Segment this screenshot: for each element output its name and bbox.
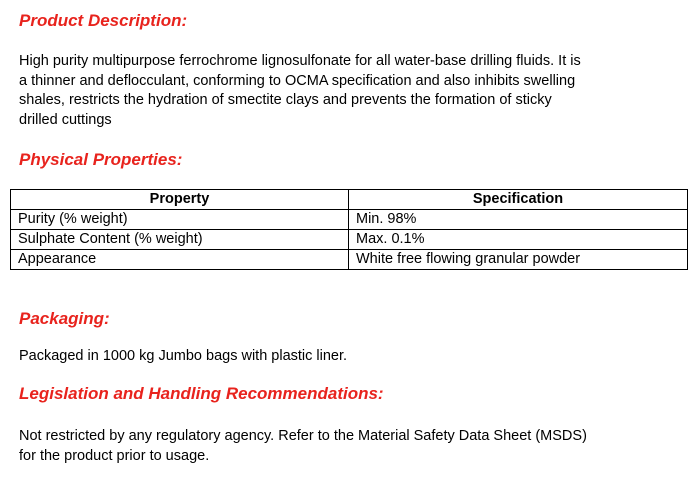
physical-properties-heading: Physical Properties: (19, 150, 183, 169)
description-line: High purity multipurpose ferrochrome lignosulfonate for all water-base drilling fluids. It is (19, 53, 581, 69)
property-cell: Purity (% weight) (11, 210, 349, 230)
legislation-text (19, 427, 587, 466)
specification-cell: Max. 0.1% (349, 230, 688, 250)
legislation-heading: Legislation and Handling Recommendations: (19, 384, 384, 403)
specification-cell: White free flowing granular powder (349, 250, 688, 270)
legislation-line: Not restricted by any regulatory agency. Refer to the Material Safety Data Sheet (MSDS) (19, 428, 587, 444)
property-cell: Sulphate Content (% weight) (11, 230, 349, 250)
packaging-heading: Packaging: (19, 309, 110, 328)
properties-table (10, 189, 688, 270)
column-header-property: Property (11, 190, 349, 210)
product-description-heading: Product Description: (19, 11, 188, 30)
table-row (11, 210, 688, 230)
property-cell: Appearance (11, 250, 349, 270)
column-header-specification: Specification (349, 190, 688, 210)
description-line: a thinner and deflocculant, conforming to OCMA specification and also inhibits swelling (19, 72, 576, 89)
description-line: drilled cuttings (19, 111, 112, 128)
table-header-row (11, 190, 688, 210)
legislation-line: for the product prior to usage. (19, 447, 210, 464)
specification-cell: Min. 98% (349, 210, 688, 230)
table-row (11, 230, 688, 250)
product-description-text (19, 52, 581, 130)
table-row (11, 250, 688, 270)
description-line: shales, restricts the hydration of smectite clays and prevents the formation of sticky (19, 92, 552, 108)
packaging-text: Packaged in 1000 kg Jumbo bags with plastic liner. (19, 348, 348, 364)
